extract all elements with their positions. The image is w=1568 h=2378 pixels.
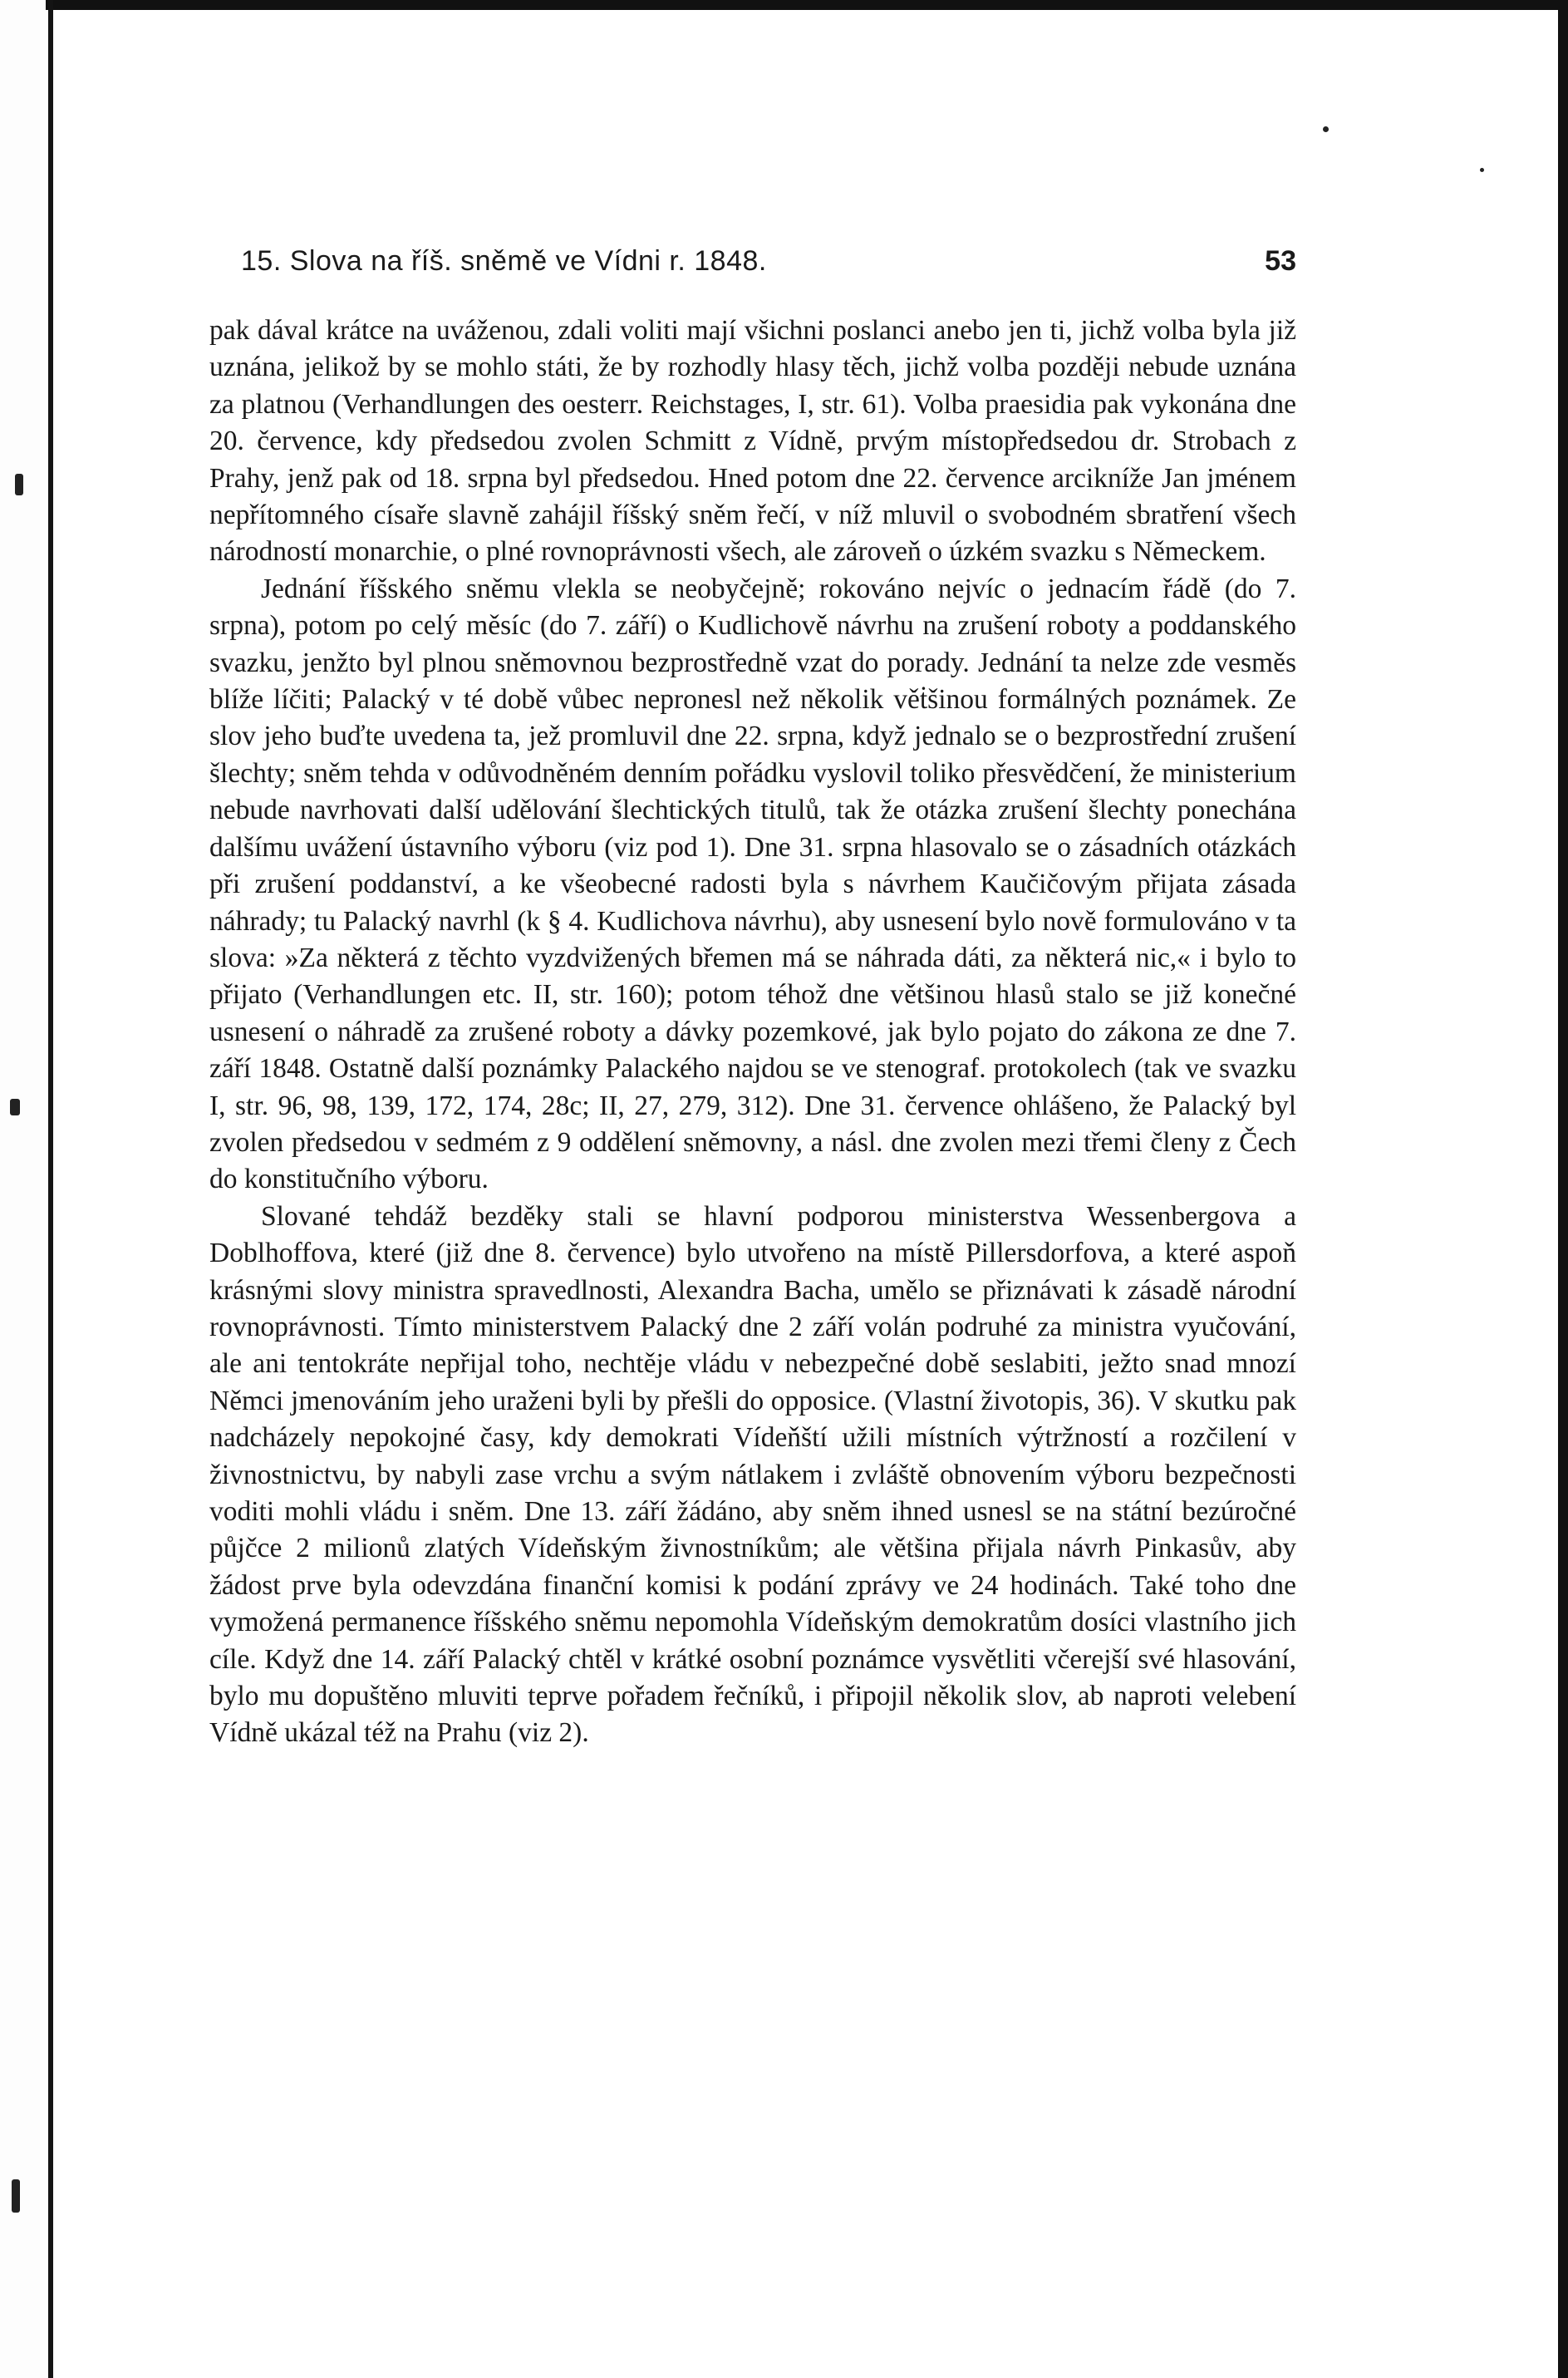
page-number: 53 <box>1265 245 1296 277</box>
paragraph: Slované tehdáž bezděky stali se hlavní podporou ministerstva Wessenbergova a Doblhoffova, které (již dne 8. července) bylo utvořeno na místě Pillersdorfova, a které aspoň krásnými slovy ministra spravedlnosti, Alexandra Bacha, umělo se přiznávati k zásadě národní rovnoprávnosti. Tímto ministerstvem Palacký dne 2 září volán podruhé za ministra vyučování, ale ani tentokráte nepřijal toho, nechtěje vládu v nebezpečné době seslabiti, ježto snad mnozí Němci jmenováním jeho uraženi byli by přešli do opposice. (Vlastní životopis, 36). V skutku pak nadcházely nepokojné časy, kdy demokrati Vídeňští užili místních výtržností a rozčilení v živnostnictvu, by nabyli zase vrchu a svým nátlakem i zvláště obnovením výboru bezpečnosti voditi mohli vládu i sněm. Dne 13. září žádáno, aby sněm ihned usnesl se na státní bezúročné půjčce 2 milionů zlatých Vídeňským živnostníkům; ale většina přijala návrh Pinkasův, aby žádost prve byla odevzdána finanční komisi k podání zprávy ve 24 hodinách. Také toho dne vymožená permanence říšského sněmu nepomohla Vídeňským demokratům dosíci vlastního jich cíle. Když dne 14. září Palacký chtěl v krátké osobní poznámce vysvětliti včerejší své hlasování, bylo mu dopuštěno mluviti teprve pořadem řečníků, i připojil několik slov, ab naproti velebení Vídně ukázal též na Prahu (viz 2). <box>209 1200 1296 1749</box>
scan-speck <box>10 1099 20 1115</box>
paragraph: Jednání říšského sněmu vlekla se neobyčejně; rokováno nejvíc o jednacím řádě (do 7. srpna), potom po celý měsíc (do 7. září) o Kudlichově návrhu na zrušení roboty a poddanského svazku, jenžto byl plnou sněmovnou bezprostředně vzat do porady. Jednání ta nelze zde vesměs blíže líčiti; Palacký v té době vůbec nepronesl než několik věṫšinou formálných poznámek. Ze slov jeho buďte uvedena ta, jež promluvil dne 22. srpna, když jednalo se o bezprostřední zrušení šlechty; sněm tehda v odůvodněném denním pořádku vyslovil toliko přesvědčení, že ministerium nebude navrhovati další udělování šlechtických titulů, tak že otázka zrušení šlechty ponechána dalšímu uvážení ústavního výboru (viz pod 1). Dne 31. srpna hlasovalo se o zásadních otázkách při zrušení poddanství, a ke všeobecné radosti byla s návrhem Kaučičovým přijata zásada náhrady; tu Palacký navrhl (k § 4. Kudlichova návrhu), aby usnesení bylo nově formulováno v ta slova: »Za některá z těchto vyzdvižených břemen má se náhrada dáti, za některá nic,« i bylo to přijato (Verhandlungen etc. II, str. 160); potom téhož dne většinou hlasů stalo se již konečné usnesení o náhradě za zrušené roboty a dávky pozemkové, jak bylo pojato do zákona ze dne 7. září 1848. Ostatně další poznámky Palackého najdou se ve stenograf. protokolech (tak ve svazku I, str. 96, 98, 139, 172, 174, 28c; II, 27, 279, 312). Dne 31. července ohlášeno, že Palacký byl zvolen předsedou v sedmém z 9 oddělení sněmovny, a násl. dne zvolen mezi třemi členy z Čech do konstitučního výboru. <box>209 573 1296 1195</box>
scan-speck <box>1480 168 1484 172</box>
scan-margin-left <box>0 0 48 2378</box>
scan-border-right <box>1558 0 1568 2378</box>
scan-speck <box>1323 126 1329 132</box>
running-title: 15. Slova na říš. sněmě ve Vídni r. 1848. <box>241 245 767 277</box>
running-header <box>209 240 1296 282</box>
paragraph: pak dával krátce na uváženou, zdali voliti mají všichni poslanci anebo jen ti, jichž volba byla již uznána, jelikož by se mohlo státi, že by rozhodly hlasy těch, jichž volba později nebude uznána za platnou (Verhandlungen des oesterr. Reichstages, I, str. 61). Volba praesidia pak vykonána dne 20. července, kdy předsedou zvolen Schmitt z Vídně, prvým místopředsedou dr. Strobach z Prahy, jenž pak od 18. srpna byl předsedou. Hned potom dne 22. července arcikníže Jan jménem nepřítomného císaře slavně zahájil říšský sněm řečí, v níž mluvil o svobodném sbratření všech národností monarchie, o plné rovnoprávnosti všech, ale zároveň o úzkém svazku s Německem. <box>209 315 1296 568</box>
body-text <box>209 313 1296 1752</box>
scan-speck <box>12 2179 20 2213</box>
scan-border-left <box>48 0 53 2378</box>
scan-speck <box>15 474 23 495</box>
scan-border-top <box>46 0 1568 10</box>
